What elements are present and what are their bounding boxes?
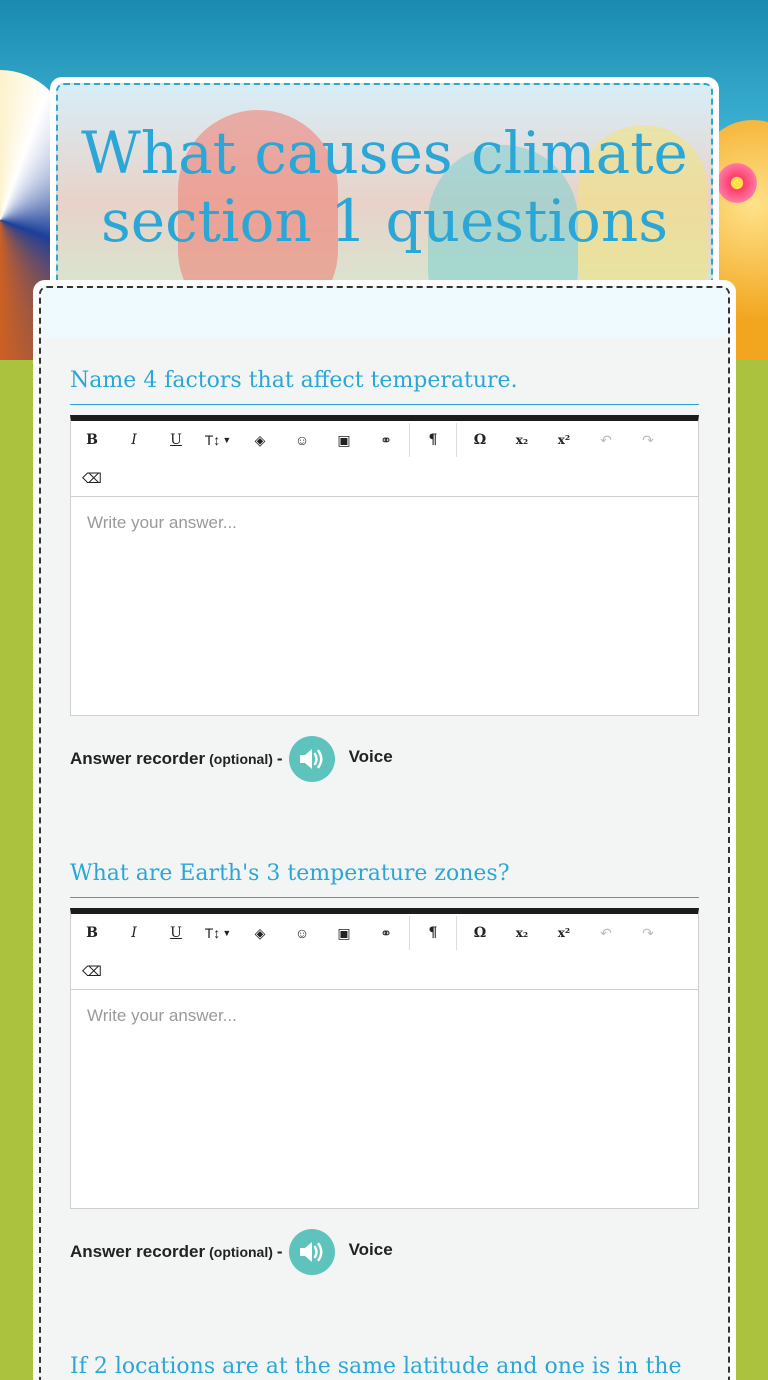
voice-label: Voice: [348, 747, 393, 766]
superscript-icon: x²: [557, 433, 571, 447]
clear-formatting-button[interactable]: [71, 461, 113, 495]
pilcrow-icon: ¶: [428, 432, 438, 448]
image-icon: ▣: [337, 924, 351, 941]
flower-decoration: [714, 160, 760, 206]
recorder-optional-label: (optional): [209, 1244, 273, 1260]
page-title: What causes climate section 1 questions: [81, 119, 688, 255]
redo-button[interactable]: [627, 916, 669, 950]
worksheet-top-strip: [41, 288, 728, 338]
toolbar-separator: [409, 423, 410, 457]
redo-button[interactable]: [627, 423, 669, 457]
undo-icon: ↶: [600, 924, 612, 941]
answer-input[interactable]: Write your answer...: [87, 1006, 237, 1025]
emoji-button[interactable]: [281, 423, 323, 457]
subscript-icon: x₂: [515, 926, 529, 940]
recorder-label: Answer recorder: [70, 749, 206, 768]
font-size-icon: T↕: [204, 432, 221, 448]
undo-icon: ↶: [600, 431, 612, 448]
toolbar-separator: [456, 423, 457, 457]
header-card: [50, 77, 719, 307]
superscript-button[interactable]: [543, 423, 585, 457]
italic-button[interactable]: I: [131, 925, 137, 941]
underline-button[interactable]: U: [170, 432, 182, 448]
omega-icon: Ω: [473, 925, 487, 941]
superscript-button[interactable]: [543, 916, 585, 950]
worksheet-card: [33, 280, 736, 1380]
recorder-dash: -: [276, 749, 283, 768]
subscript-button[interactable]: [501, 916, 543, 950]
underline-button[interactable]: U: [170, 925, 182, 941]
answer-recorder: [70, 736, 699, 782]
smiley-icon: ☺: [294, 432, 310, 448]
special-character-button[interactable]: [459, 423, 501, 457]
image-icon: ▣: [337, 431, 351, 448]
superscript-icon: x²: [557, 926, 571, 940]
insert-image-button[interactable]: [323, 916, 365, 950]
redo-icon: ↷: [642, 431, 654, 448]
recorder-label: Answer recorder: [70, 1242, 206, 1261]
caret-down-icon: ▼: [222, 435, 232, 445]
header-banner: [56, 83, 713, 301]
voice-record-button[interactable]: [289, 1229, 335, 1275]
voice-record-button[interactable]: [289, 736, 335, 782]
editor-toolbar: [71, 914, 698, 990]
voice-label: Voice: [348, 1240, 393, 1259]
speaker-icon: [298, 746, 326, 772]
redo-icon: ↷: [642, 924, 654, 941]
caret-down-icon: ▼: [222, 928, 232, 938]
subscript-button[interactable]: [501, 423, 543, 457]
paragraph-direction-button[interactable]: [412, 423, 454, 457]
recorder-dash: -: [276, 1242, 283, 1261]
recorder-optional-label: (optional): [209, 751, 273, 767]
question-text: What are Earth's 3 temperature zones?: [70, 859, 699, 898]
emoji-button[interactable]: [281, 916, 323, 950]
question-2: [70, 859, 699, 1275]
italic-button[interactable]: I: [131, 432, 137, 448]
rich-text-editor: [70, 415, 699, 716]
rich-text-editor: [70, 908, 699, 1209]
paragraph-direction-button[interactable]: [412, 916, 454, 950]
question-3: [70, 1352, 699, 1380]
insert-link-button[interactable]: [365, 423, 407, 457]
undo-button[interactable]: [585, 916, 627, 950]
answer-recorder: [70, 1229, 699, 1275]
ink-drop-icon: ◈: [254, 431, 266, 448]
question-text: If 2 locations are at the same latitude and one is in the: [70, 1354, 682, 1379]
text-color-button[interactable]: [239, 423, 281, 457]
smiley-icon: ☺: [294, 925, 310, 941]
special-character-button[interactable]: [459, 916, 501, 950]
pilcrow-icon: ¶: [428, 925, 438, 941]
font-size-button[interactable]: [197, 916, 239, 950]
ink-drop-icon: ◈: [254, 924, 266, 941]
insert-link-button[interactable]: [365, 916, 407, 950]
insert-image-button[interactable]: [323, 423, 365, 457]
worksheet-body: [39, 286, 730, 1380]
subscript-icon: x₂: [515, 433, 529, 447]
font-size-button[interactable]: [197, 423, 239, 457]
toolbar-separator: [456, 916, 457, 950]
font-size-icon: T↕: [204, 925, 221, 941]
link-icon: ⚭: [380, 431, 392, 448]
eraser-icon: ⌫: [82, 962, 102, 979]
bold-button[interactable]: B: [86, 432, 98, 448]
omega-icon: Ω: [473, 432, 487, 448]
clear-formatting-button[interactable]: [71, 954, 113, 988]
undo-button[interactable]: [585, 423, 627, 457]
bold-button[interactable]: B: [86, 925, 98, 941]
editor-toolbar: [71, 421, 698, 497]
answer-input[interactable]: Write your answer...: [87, 513, 237, 532]
question-1: [70, 366, 699, 782]
speaker-icon: [298, 1239, 326, 1265]
question-text: Name 4 factors that affect temperature.: [70, 366, 699, 405]
toolbar-separator: [409, 916, 410, 950]
eraser-icon: ⌫: [82, 469, 102, 486]
link-icon: ⚭: [380, 924, 392, 941]
text-color-button[interactable]: [239, 916, 281, 950]
